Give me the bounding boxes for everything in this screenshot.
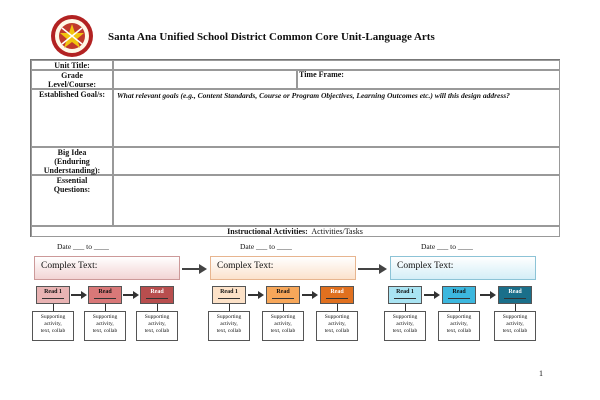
supporting-box-2-3: Supporting activity, text, collab [316,311,358,341]
complex-text-box-3: Complex Text: [390,256,536,280]
read-box-1-1: Read 1 [36,286,70,304]
arrow-right-icon [480,290,496,300]
read-box-2-2: Read [266,286,300,304]
read-box-3-1: Read 1 [388,286,422,304]
supporting-box-1-3: Supporting activity, text, collab [136,311,178,341]
page-number: 1 [539,369,543,378]
connector-line [515,304,516,311]
connector-line [405,304,406,311]
goals-prompt: What relevant goals (e.g., Content Standards, Course or Program Objectives, Learning Outcomes etc.) will this design address? [117,91,510,100]
group-arrow-icon-1 [199,264,207,274]
essential-label-line2: Questions: [53,185,91,194]
connector-line [229,304,230,311]
time-frame-label: Time Frame: [299,70,344,79]
big-idea-value-cell[interactable] [113,147,560,175]
essential-label-line1: Essential [56,176,88,185]
arrow-right-icon [302,290,318,300]
connector-line [105,304,106,311]
group-connector-line-2 [358,268,380,270]
supporting-box-3-3: Supporting activity, text, collab [494,311,536,341]
complex-text-box-2: Complex Text: [210,256,356,280]
connector-line [459,304,460,311]
read-box-3-2: Read [442,286,476,304]
supporting-box-1-2: Supporting activity, text, collab [84,311,126,341]
big-idea-label-line1: Big Idea [57,148,87,157]
connector-line [157,304,158,311]
read-box-1-3: Read [140,286,174,304]
unit-plan-form [30,59,560,237]
supporting-box-2-1: Supporting activity, text, collab [208,311,250,341]
document-title: Santa Ana Unified School District Common Core Unit-Language Arts [108,31,435,43]
connector-line [283,304,284,311]
read-box-2-1: Read 1 [212,286,246,304]
supporting-box-1-1: Supporting activity, text, collab [32,311,74,341]
connector-line [337,304,338,311]
date-range-3: Date ___ to ____ [421,242,473,251]
arrow-right-icon [123,290,139,300]
arrow-right-icon [71,290,87,300]
big-idea-label-line2: (Enduring [54,157,90,166]
supporting-box-3-2: Supporting activity, text, collab [438,311,480,341]
instructional-activities-heading: Instructional Activities: Activities/Tasks [227,227,363,236]
unit-title-value-cell[interactable] [113,60,560,70]
grade-label-line2: Level/Course: [48,80,96,89]
read-box-2-3: Read [320,286,354,304]
big-idea-label-line3: Understanding): [43,166,101,175]
date-range-2: Date ___ to ____ [240,242,292,251]
complex-text-box-1: Complex Text: [34,256,180,280]
date-range-1: Date ___ to ____ [57,242,109,251]
supporting-box-3-1: Supporting activity, text, collab [384,311,426,341]
district-seal-logo [50,14,94,58]
essential-value-cell[interactable] [113,175,560,226]
unit-title-label: Unit Title: [54,61,90,70]
arrow-right-icon [248,290,264,300]
group-arrow-icon-2 [379,264,387,274]
supporting-box-2-2: Supporting activity, text, collab [262,311,304,341]
arrow-right-icon [424,290,440,300]
grade-value-cell[interactable] [113,70,297,89]
connector-line [53,304,54,311]
grade-label-line1: Grade [61,71,83,80]
group-connector-line-1 [182,268,200,270]
goals-label: Established Goal/s: [38,90,105,99]
read-box-1-2: Read [88,286,122,304]
read-box-3-3: Read [498,286,532,304]
